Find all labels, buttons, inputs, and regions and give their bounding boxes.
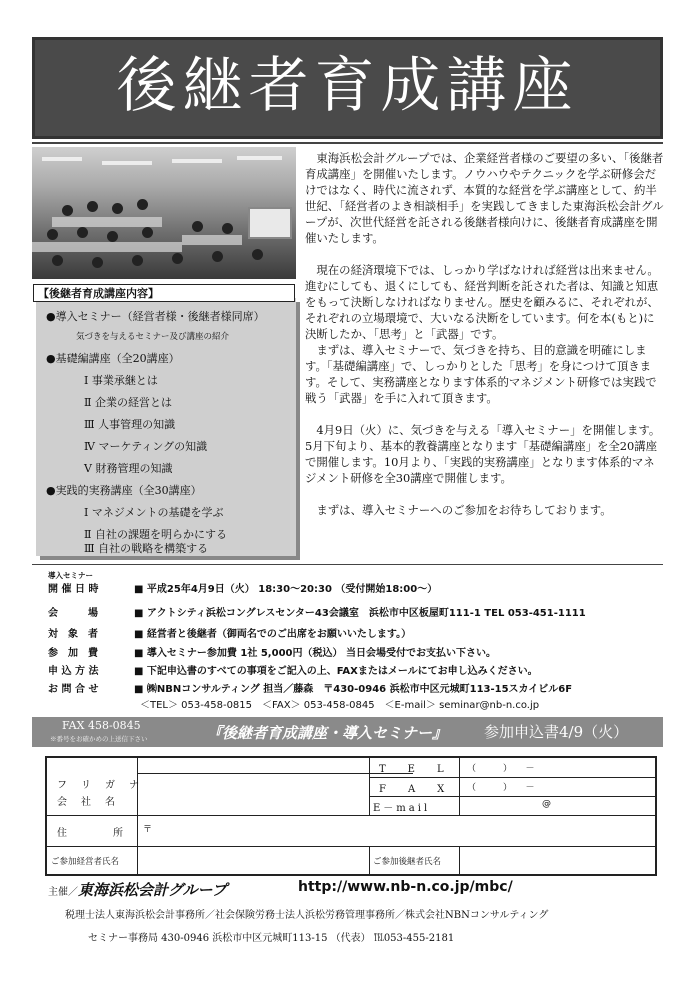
detail-label: 開 催 日 時 (48, 584, 99, 595)
title-banner (32, 37, 663, 139)
fax-label: F A X (379, 784, 451, 795)
basic-course-item: ●基礎編講座（全20講座） (46, 352, 180, 365)
intro-text (305, 150, 665, 518)
course-contents-heading: 【後継者育成講座内容】 (33, 284, 295, 302)
detail-label: 申 込 方 法 (48, 666, 99, 677)
detail-label: 参 加 費 (48, 648, 98, 659)
form-title: 『後継者育成講座・導入セミナー』 (207, 724, 448, 742)
seminar-photo (32, 147, 296, 279)
company-label: 会 社 名 (57, 797, 117, 808)
practical-course-topic: Ⅱ 自社の課題を明らかにする (84, 528, 227, 541)
form-header-band (32, 717, 663, 747)
email-label: E－mail (373, 803, 431, 814)
detail-value: ■ ㈱NBNコンサルティング 担当／藤森 〒430-0946 浜松市中区元城町113-15スカイビル6F (134, 684, 573, 695)
form-subtitle: 参加申込書4/9（火） (484, 723, 629, 741)
intro-paragraph-3: まずは、導入セミナーで、気づきを持ち、目的意識を明確にします。「基礎編講座」で、しっかりとした「思考」を身につけて頂きます。そして、実務講座となります体系的マネジメント研修では実践で戦う「武器」を手に入れて頂きます。 (305, 343, 657, 405)
organizer-name: 東海浜松会計グループ (78, 881, 227, 899)
title-rule (32, 142, 663, 144)
course-contents-box (36, 298, 296, 556)
tel-label: T E L (379, 764, 450, 775)
detail-value: ■ 下記申込書のすべての事項をご記入の上、FAXまたはメールにてお申し込みください。 (134, 666, 538, 677)
basic-course-topic: Ⅴ 財務管理の知識 (84, 462, 173, 475)
email-field[interactable]: @ (542, 799, 551, 809)
detail-label: 対 象 者 (48, 629, 98, 640)
detail-value: ■ 導入セミナー参加費 1社 5,000円（税込） 当日会場受付でお支払い下さい。 (134, 648, 496, 659)
offices-line: 税理士法人東海浜松会計事務所／社会保険労務士法人浜松労務管理事務所／株式会社NBNコンサルティング (65, 910, 549, 921)
furigana-field[interactable] (139, 760, 367, 772)
page-title: 後継者育成講座 (116, 51, 579, 121)
manager-name-label: ご参加経営者氏名 (51, 857, 120, 867)
fax-number: FAX 458-0845 (62, 719, 141, 732)
practical-course-topic: Ⅲ 自社の戦略を構築する (84, 542, 209, 555)
basic-course-topic: Ⅰ 事業承継とは (84, 374, 158, 387)
detail-value: ■ 経営者と後継者（御両名でのご出席をお願いいたします。） (134, 629, 412, 640)
detail-value: ■ 平成25年4月9日（火） 18:30～20:30 （受付開始18:00～） (134, 584, 438, 595)
application-form (45, 756, 657, 876)
intro-paragraph-5: まずは、導入セミナーへのご参加をお待ちしております。 (316, 503, 612, 517)
detail-value: ■ アクトシティ浜松コングレスセンター43会議室 浜松市中区板屋町111-1 TEL 053-451-1111 (134, 608, 586, 619)
basic-course-topic: Ⅱ 企業の経営とは (84, 396, 172, 409)
seminar-tag: 導入セミナー (48, 571, 93, 580)
website-link[interactable]: http://www.nb-n.co.jp/mbc/ (298, 879, 513, 895)
successor-name-field[interactable] (461, 848, 653, 872)
fax-note: ※番号をお確かめの上送信下さい (50, 735, 148, 743)
intro-paragraph-2: 現在の経済環境下では、しっかり学ばなければ経営は出来ません。進むにしても、退くにしても、経営判断を託された者は、知識と知恵をもって決断しなければなりません。歴史を顧みるに、それぞれが、それぞれの立場環境で、大いなる決断をしています。何を本(もと)に決断したか、「思考」と「武器」です。 (305, 263, 659, 341)
manager-name-field[interactable] (139, 848, 367, 872)
practical-course-topic: Ⅰ マネジメントの基礎を学ぶ (84, 506, 224, 519)
basic-course-topic: Ⅳ マーケティングの知識 (84, 440, 208, 453)
practical-course-item: ●実践的実務講座（全30講座） (46, 484, 202, 497)
company-name-field[interactable] (139, 776, 367, 814)
secretariat-line: セミナー事務局 430-0946 浜松市中区元城町113-15 （代表） ℡053-455-2181 (88, 933, 455, 944)
section-divider (32, 564, 663, 565)
tel-field[interactable]: （ ） － (467, 764, 535, 774)
furigana-label: フ リ ガ ナ (57, 780, 141, 791)
organizer-prefix: 主催／ (48, 887, 78, 898)
fax-field[interactable]: （ ） － (467, 783, 535, 793)
detail-label: お 問 合 せ (48, 684, 99, 695)
contact-line: ＜TEL＞ 053-458-0815 ＜FAX＞ 053-458-0845 ＜E-mail＞ seminar@nb-n.co.jp (140, 700, 540, 711)
successor-name-label: ご参加後継者氏名 (373, 857, 442, 867)
intro-seminar-note: 気づきを与えるセミナー及び講座の紹介 (76, 332, 230, 342)
address-field[interactable]: 〒 (143, 825, 153, 835)
address-label: 住 所 (57, 828, 127, 839)
intro-seminar-item: ●導入セミナー（経営者様・後継者様同席） (46, 310, 265, 323)
basic-course-topic: Ⅲ 人事管理の知識 (84, 418, 176, 431)
intro-paragraph-4: 4月9日（火）に、気づきを与える「導入セミナー」を開催します。5月下旬より、基本的教養講座となります「基礎編講座」を全20講座で開催します。10月より、「実践的実務講座」となります体系的マネジメント研修を全30講座で開催します。 (305, 423, 661, 485)
intro-paragraph-1: 東海浜松会計グループでは、企業経営者様のご要望の多い、「後継者育成講座」を開催いたします。ノウハウやテクニックを学ぶ研修会だけではなく、時代に流されず、本質的な経営を学ぶ講座として、約半世紀、「経営者のよき相談相手」を実践してきました東海浜松会計グループが、次世代経営を託される後継者様向けに、後継者育成講座を開催いたします。 (305, 151, 664, 245)
organizer-line (48, 879, 695, 900)
detail-label: 会 場 (48, 608, 98, 619)
